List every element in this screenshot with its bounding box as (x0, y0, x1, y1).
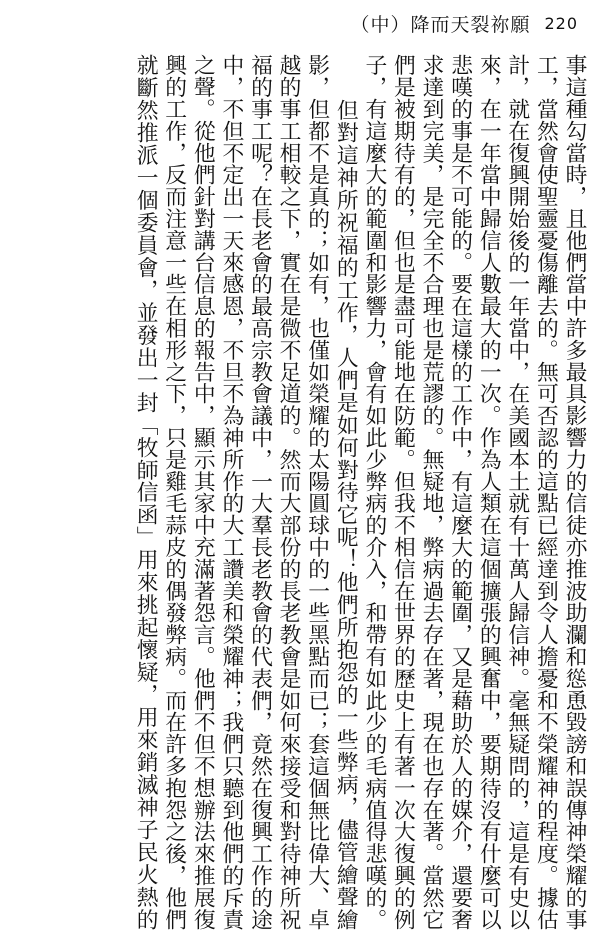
text-column: 來，在一年當中歸信人數最大的一次。作為人類在這個擴張的興奮中，要期待沒有什麼可以 (476, 54, 502, 930)
text-column: 悲嘆的事是不可能的。要在這樣的工作中，有這麼大的範圍，又是藉助於人的媒介，還要奢 (447, 54, 473, 930)
text-column: 事這種勾當時，且他們當中許多最具影響力的信徒亦推波助瀾和慫恿毀謗和誤傳神榮耀的事 (562, 54, 587, 930)
text-column: 們是被期待有的，但也是盡可能地在防範。但我不相信在世界的歷史上有著一次大復興的例 (390, 54, 416, 930)
text-column: 計，就在復興開始後的一年當中，在美國本土就有十萬人歸信神。毫無疑問的，這是有史以 (504, 54, 530, 930)
text-column: 子，有這麼大的範圍和影響力，會有如此少弊病的介入，和帶有如此少的毛病值得悲嘆的。 (361, 54, 387, 930)
running-header (350, 8, 578, 38)
page-number: 220 (544, 13, 578, 33)
text-column: 興的工作，反而注意一些在相形之下，只是雞毛蒜皮的偶發弊病。而在許多抱怨之後，他們 (161, 54, 187, 930)
text-column: 影，但都不是真的；如有，也僅如榮耀的太陽圓球中的一些黑點而已；套這個無比偉大、卓 (304, 54, 330, 930)
text-column: 工，當然會使聖靈憂傷離去的。無可否認的這點已經達到令人擔憂和不榮耀神的程度。據估 (533, 54, 559, 930)
text-column: 就斷然推派一個委員會，並發出一封「牧師信函」用來挑起懷疑，用來銷滅神子民火熱的 (133, 54, 159, 930)
text-column: 越的事工相較之下，實在是微不足道的。然而大部份的長老教會是如何來接受和對待神所祝 (276, 54, 302, 930)
section-title: （中）降而天裂祢願 (350, 13, 531, 36)
text-column: 求達到完美，是完全不合理也是荒謬的。無疑地，弊病過去存在著，現在也存在著。當然它 (419, 54, 445, 930)
text-column: 福的事工呢？在長老會的最高宗教會議中，一大羣長老教會的代表們，竟然在復興工作的途 (247, 54, 273, 930)
text-column: 之聲。從他們針對講台信息的報告中，顯示其家中充滿著怨言。他們不但不想辦法來推展復 (190, 54, 216, 930)
text-column: 但對這神所祝福的工作，人們是如何對待它呢！他們所抱怨的一些弊病，儘管繪聲繪 (333, 54, 359, 930)
text-column: 中，不但不定出一天來感恩，不旦不為神所作的大工讚美和榮耀神；我們只聽到他們的斥責 (218, 54, 244, 930)
vertical-body-text (10, 54, 588, 930)
